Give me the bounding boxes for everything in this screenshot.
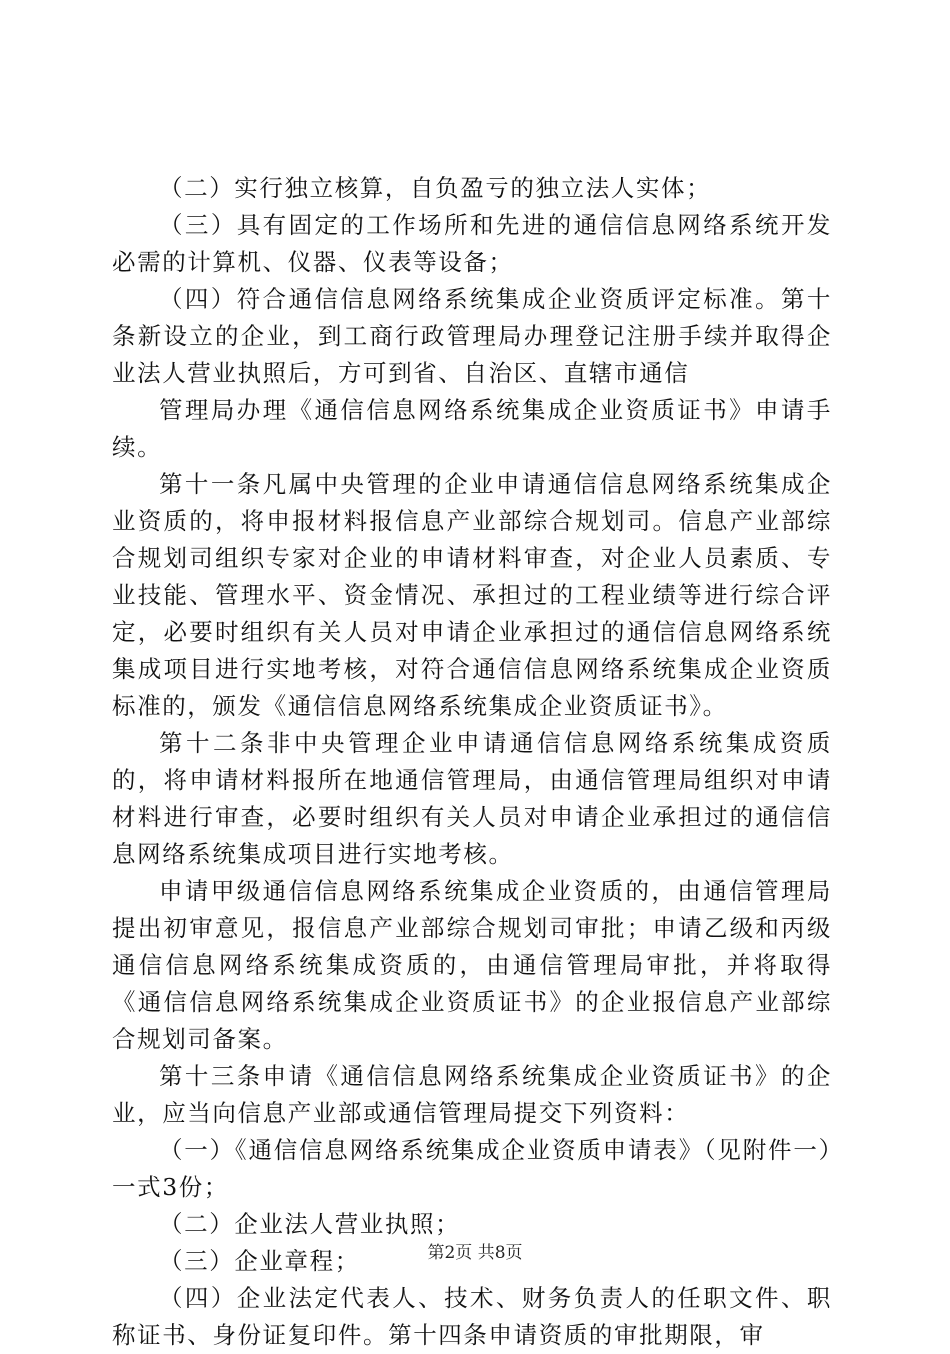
paragraph: （二）实行独立核算，自负盈亏的独立法人实体； [159, 174, 712, 202]
paragraph: 管理局办理《通信信息网络系统集成企业资质证书》申请手续。 [112, 396, 832, 461]
paragraph: 申请甲级通信信息网络系统集成企业资质的，由通信管理局提出初审意见，报信息产业部综合规划司审批；申请乙级和丙级通信信息网络系统集成资质的，由通信管理局审批，并将取得《通信信息网络系统集成企业资质证书》的企业报信息产业部综合规划司备案。 [112, 877, 832, 1053]
paragraph: （三）企业章程； [159, 1247, 360, 1275]
paragraph: （四）企业法定代表人、技术、财务负责人的任职文件、职称证书、身份证复印件。第十四条申请资质的审批期限，审 [112, 1284, 832, 1349]
paragraph: （一）《通信信息网络系统集成企业资质申请表》（见附件一）一式3份； [112, 1136, 832, 1201]
document-body [112, 170, 832, 1354]
paragraph: （三）具有固定的工作场所和先进的通信信息网络系统开发必需的计算机、仪器、仪表等设备； [112, 211, 832, 276]
paragraph: 第十三条申请《通信信息网络系统集成企业资质证书》的企业，应当向信息产业部或通信管理局提交下列资料： [112, 1062, 832, 1127]
page-number-footer: 第2页 共8页 [427, 1243, 523, 1263]
paragraph: （四）符合通信信息网络系统集成企业资质评定标准。第十条新设立的企业，到工商行政管理局办理登记注册手续并取得企业法人营业执照后，方可到省、自治区、直辖市通信 [112, 285, 832, 387]
paragraph: 第十一条凡属中央管理的企业申请通信信息网络系统集成企业资质的，将申报材料报信息产业部综合规划司。信息产业部综合规划司组织专家对企业的申请材料审查，对企业人员素质、专业技能、管理水平、资金情况、承担过的工程业绩等进行综合评定，必要时组织有关人员对申请企业承担过的通信信息网络系统集成项目进行实地考核，对符合通信信息网络系统集成企业资质标准的，颁发《通信信息网络系统集成企业资质证书》。 [112, 470, 832, 720]
paragraph: 第十二条非中央管理企业申请通信信息网络系统集成资质的，将申请材料报所在地通信管理局，由通信管理局组织对申请材料进行审查，必要时组织有关人员对申请企业承担过的通信信息网络系统集成项目进行实地考核。 [112, 729, 832, 868]
paragraph: （二）企业法人营业执照； [159, 1210, 461, 1238]
